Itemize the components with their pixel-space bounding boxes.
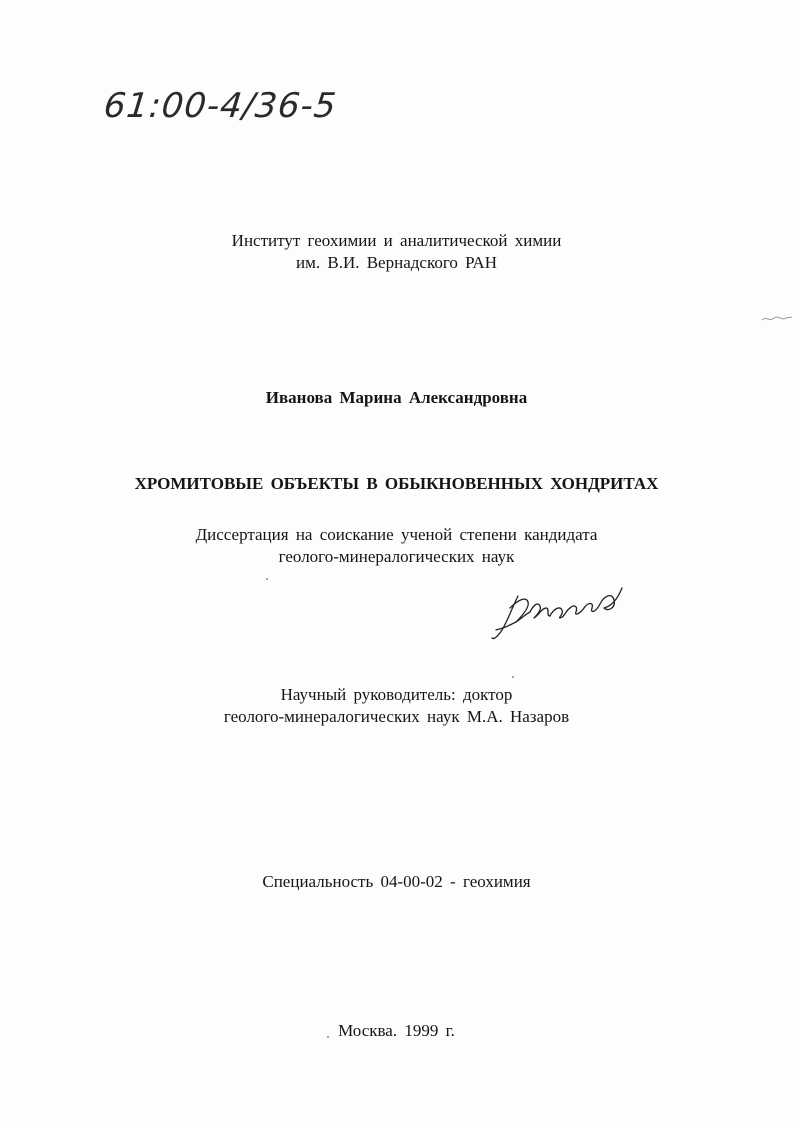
degree-line-1: Диссертация на соискание ученой степени кандидата xyxy=(195,525,598,544)
edge-scan-mark xyxy=(760,312,793,324)
specialty: Специальность 04-00-02 - геохимия xyxy=(262,872,531,891)
author-signature xyxy=(488,578,638,648)
scan-speck xyxy=(266,578,268,580)
institute-line-2: им. В.И. Вернадского РАН xyxy=(296,253,497,272)
scan-speck xyxy=(512,676,514,678)
scan-speck xyxy=(327,1036,329,1038)
institute-line-1: Институт геохимии и аналитической химии xyxy=(231,231,562,250)
supervisor-line-2: геолого-минералогических наук М.А. Назаров xyxy=(223,707,570,726)
city-year: Москва. 1999 г. xyxy=(338,1021,455,1040)
archive-code: 61:00-4/36-5 xyxy=(101,86,339,126)
dissertation-title: ХРОМИТОВЫЕ ОБЪЕКТЫ В ОБЫКНОВЕННЫХ ХОНДРИТАХ xyxy=(134,474,659,493)
degree-line-2: геолого-минералогических наук xyxy=(278,547,515,566)
author-name: Иванова Марина Александровна xyxy=(265,388,528,407)
supervisor-line-1: Научный руководитель: доктор xyxy=(280,685,513,704)
